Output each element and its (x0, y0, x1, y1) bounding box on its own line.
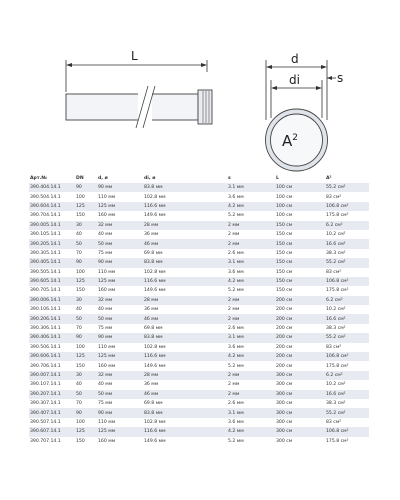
cell-wall-thickness: 2.6 мм (227, 249, 275, 258)
cell-wall-thickness: 2 мм (227, 230, 275, 239)
table-row (29, 343, 369, 352)
cell-dn: 70 (75, 324, 97, 333)
cell-area: 38.3 см² (325, 324, 369, 333)
cell-wall-thickness: 5.2 мм (227, 211, 275, 220)
cell-inner-diameter: 116.6 мм (143, 277, 227, 286)
cell-area: 55.2 см² (325, 408, 369, 417)
cell-dn: 100 (75, 418, 97, 427)
cell-wall-thickness: 3.1 мм (227, 258, 275, 267)
pipe-specification-table (29, 174, 369, 446)
cell-area: 55.2 см² (325, 333, 369, 342)
cell-length: 300 см (275, 408, 325, 417)
cell-article: 390.407.14.1 (29, 408, 75, 417)
cell-inner-diameter: 102.8 мм (143, 343, 227, 352)
cell-outer-diameter: 110 мм (97, 268, 143, 277)
cell-inner-diameter: 83.8 мм (143, 333, 227, 342)
cell-article: 390.107.14.1 (29, 380, 75, 389)
cell-wall-thickness: 2 мм (227, 371, 275, 380)
length-arrow-right (201, 63, 207, 67)
cell-length: 200 см (275, 343, 325, 352)
cell-length: 300 см (275, 380, 325, 389)
cell-wall-thickness: 2 мм (227, 296, 275, 305)
cell-article: 390.207.14.1 (29, 390, 75, 399)
cell-area: 83 см² (325, 268, 369, 277)
cell-area: 106.8 см² (325, 352, 369, 361)
table-row (29, 427, 369, 436)
cell-outer-diameter: 40 мм (97, 380, 143, 389)
cell-dn: 90 (75, 333, 97, 342)
cell-wall-thickness: 4.2 мм (227, 202, 275, 211)
cell-article: 390.005.14.1 (29, 221, 75, 230)
cell-length: 150 см (275, 249, 325, 258)
table-row (29, 211, 369, 220)
cell-area: 16.6 см² (325, 390, 369, 399)
table-row (29, 390, 369, 399)
cell-length: 200 см (275, 361, 325, 370)
outer-diameter-label: d (291, 52, 299, 66)
cell-dn: 70 (75, 399, 97, 408)
cell-wall-thickness: 3.1 мм (227, 183, 275, 192)
cell-outer-diameter: 90 мм (97, 258, 143, 267)
cell-area: 175.8 см² (325, 286, 369, 295)
table-row (29, 249, 369, 258)
table-row (29, 221, 369, 230)
cell-length: 100 см (275, 183, 325, 192)
cell-inner-diameter: 28 мм (143, 371, 227, 380)
cell-wall-thickness: 3.1 мм (227, 408, 275, 417)
cell-outer-diameter: 32 мм (97, 221, 143, 230)
cell-wall-thickness: 5.2 мм (227, 437, 275, 446)
table-row (29, 371, 369, 380)
cell-dn: 125 (75, 277, 97, 286)
cell-outer-diameter: 160 мм (97, 211, 143, 220)
table-body (29, 183, 369, 446)
cell-area: 10.2 см² (325, 380, 369, 389)
cell-dn: 90 (75, 258, 97, 267)
cell-inner-diameter: 116.6 мм (143, 202, 227, 211)
cell-inner-diameter: 149.6 мм (143, 286, 227, 295)
cell-wall-thickness: 3.1 мм (227, 333, 275, 342)
header-wall-thickness: s (227, 174, 275, 183)
cell-wall-thickness: 2 мм (227, 380, 275, 389)
cell-dn: 30 (75, 371, 97, 380)
cell-length: 100 см (275, 202, 325, 211)
table-row (29, 399, 369, 408)
pipe-socket (198, 90, 212, 124)
table-row (29, 268, 369, 277)
cell-article: 390.205.14.1 (29, 239, 75, 248)
cell-inner-diameter: 83.8 мм (143, 183, 227, 192)
cell-length: 100 см (275, 192, 325, 201)
cell-outer-diameter: 40 мм (97, 305, 143, 314)
table-row (29, 314, 369, 323)
cell-length: 150 см (275, 230, 325, 239)
cell-article: 390.605.14.1 (29, 277, 75, 286)
header-inner-diameter: di, ø (143, 174, 227, 183)
cell-inner-diameter: 83.8 мм (143, 408, 227, 417)
header-length: L (275, 174, 325, 183)
table-row (29, 296, 369, 305)
cell-wall-thickness: 2.6 мм (227, 399, 275, 408)
cell-inner-diameter: 102.8 мм (143, 192, 227, 201)
inner-diameter-label: di (289, 73, 300, 87)
cell-outer-diameter: 50 мм (97, 239, 143, 248)
length-arrow-left (66, 63, 72, 67)
cell-length: 200 см (275, 305, 325, 314)
cell-article: 390.505.14.1 (29, 268, 75, 277)
cell-dn: 100 (75, 268, 97, 277)
table-header (29, 174, 369, 183)
cell-outer-diameter: 75 мм (97, 399, 143, 408)
table-row (29, 333, 369, 342)
area-label-superscript: 2 (292, 133, 298, 143)
cell-wall-thickness: 3.6 мм (227, 268, 275, 277)
cell-wall-thickness: 2 мм (227, 390, 275, 399)
pipe-technical-drawing (0, 0, 400, 175)
cell-inner-diameter: 36 мм (143, 305, 227, 314)
header-area: A² (325, 174, 369, 183)
cell-outer-diameter: 125 мм (97, 352, 143, 361)
length-label: L (131, 49, 138, 63)
cell-dn: 150 (75, 437, 97, 446)
cell-article: 390.405.14.1 (29, 258, 75, 267)
cell-outer-diameter: 90 мм (97, 333, 143, 342)
cell-wall-thickness: 2 мм (227, 221, 275, 230)
cell-outer-diameter: 75 мм (97, 324, 143, 333)
cell-length: 200 см (275, 324, 325, 333)
cell-area: 6.2 см² (325, 221, 369, 230)
cell-dn: 150 (75, 361, 97, 370)
wall-thickness-label: s (337, 71, 344, 85)
cell-article: 390.506.14.1 (29, 343, 75, 352)
cell-article: 390.404.14.1 (29, 183, 75, 192)
cell-length: 100 см (275, 211, 325, 220)
cell-article: 390.704.14.1 (29, 211, 75, 220)
cell-inner-diameter: 149.6 мм (143, 211, 227, 220)
cell-inner-diameter: 149.6 мм (143, 361, 227, 370)
table-row (29, 305, 369, 314)
cell-area: 175.8 см² (325, 211, 369, 220)
cell-length: 150 см (275, 258, 325, 267)
header-article: Арт.№ (29, 174, 75, 183)
pipe-body (66, 94, 198, 120)
cell-inner-diameter: 116.6 мм (143, 427, 227, 436)
cell-inner-diameter: 46 мм (143, 314, 227, 323)
cell-length: 300 см (275, 371, 325, 380)
cell-outer-diameter: 160 мм (97, 437, 143, 446)
table-row (29, 202, 369, 211)
cell-inner-diameter: 149.6 мм (143, 437, 227, 446)
cell-inner-diameter: 46 мм (143, 239, 227, 248)
cell-wall-thickness: 4.2 мм (227, 352, 275, 361)
cell-dn: 40 (75, 230, 97, 239)
cell-outer-diameter: 110 мм (97, 418, 143, 427)
cell-outer-diameter: 50 мм (97, 390, 143, 399)
cell-article: 390.007.14.1 (29, 371, 75, 380)
cell-article: 390.206.14.1 (29, 314, 75, 323)
cell-length: 200 см (275, 296, 325, 305)
cell-inner-diameter: 83.8 мм (143, 258, 227, 267)
cell-area: 38.3 см² (325, 399, 369, 408)
cell-inner-diameter: 102.8 мм (143, 268, 227, 277)
cell-wall-thickness: 2.6 мм (227, 324, 275, 333)
table-row (29, 380, 369, 389)
cell-article: 390.406.14.1 (29, 333, 75, 342)
header-outer-diameter: d, ø (97, 174, 143, 183)
table-row (29, 361, 369, 370)
cell-wall-thickness: 2 мм (227, 239, 275, 248)
cell-area: 175.8 см² (325, 437, 369, 446)
cell-area: 83 см² (325, 192, 369, 201)
cell-inner-diameter: 116.6 мм (143, 352, 227, 361)
table-row (29, 286, 369, 295)
cell-article: 390.305.14.1 (29, 249, 75, 258)
table-row (29, 183, 369, 192)
cell-area: 106.8 см² (325, 202, 369, 211)
cell-wall-thickness: 4.2 мм (227, 277, 275, 286)
cell-outer-diameter: 75 мм (97, 249, 143, 258)
cell-inner-diameter: 46 мм (143, 390, 227, 399)
cell-inner-diameter: 36 мм (143, 380, 227, 389)
cell-dn: 30 (75, 296, 97, 305)
cell-wall-thickness: 4.2 мм (227, 427, 275, 436)
cell-wall-thickness: 5.2 мм (227, 361, 275, 370)
cell-article: 390.006.14.1 (29, 296, 75, 305)
cell-length: 300 см (275, 418, 325, 427)
cell-outer-diameter: 110 мм (97, 192, 143, 201)
cell-area: 38.3 см² (325, 249, 369, 258)
cell-article: 390.606.14.1 (29, 352, 75, 361)
cell-length: 200 см (275, 333, 325, 342)
cell-article: 390.307.14.1 (29, 399, 75, 408)
cell-dn: 50 (75, 390, 97, 399)
cell-article: 390.106.14.1 (29, 305, 75, 314)
cell-length: 300 см (275, 437, 325, 446)
cell-wall-thickness: 3.6 мм (227, 192, 275, 201)
cell-dn: 40 (75, 380, 97, 389)
cell-length: 150 см (275, 221, 325, 230)
table-header-row (29, 174, 369, 183)
cell-area: 6.2 см² (325, 371, 369, 380)
cell-inner-diameter: 69.8 мм (143, 399, 227, 408)
cell-article: 390.607.14.1 (29, 427, 75, 436)
cell-outer-diameter: 32 мм (97, 371, 143, 380)
cell-dn: 40 (75, 305, 97, 314)
cell-inner-diameter: 69.8 мм (143, 249, 227, 258)
cell-length: 300 см (275, 399, 325, 408)
cell-inner-diameter: 36 мм (143, 230, 227, 239)
cell-area: 16.6 см² (325, 239, 369, 248)
cell-area: 55.2 см² (325, 183, 369, 192)
cell-area: 10.2 см² (325, 305, 369, 314)
cell-inner-diameter: 28 мм (143, 221, 227, 230)
cell-wall-thickness: 3.6 мм (227, 418, 275, 427)
cell-dn: 30 (75, 221, 97, 230)
d-arrow-right (321, 65, 327, 69)
cell-article: 390.105.14.1 (29, 230, 75, 239)
area-label (282, 132, 298, 150)
cell-outer-diameter: 90 мм (97, 183, 143, 192)
cell-outer-diameter: 125 мм (97, 427, 143, 436)
table-row (29, 408, 369, 417)
cell-inner-diameter: 28 мм (143, 296, 227, 305)
cell-inner-diameter: 102.8 мм (143, 418, 227, 427)
cell-outer-diameter: 125 мм (97, 202, 143, 211)
cell-length: 150 см (275, 286, 325, 295)
cell-dn: 50 (75, 314, 97, 323)
cell-article: 390.707.14.1 (29, 437, 75, 446)
cell-area: 10.2 см² (325, 230, 369, 239)
table-row (29, 239, 369, 248)
di-arrow-left (271, 86, 277, 90)
cell-outer-diameter: 125 мм (97, 277, 143, 286)
cell-dn: 70 (75, 249, 97, 258)
cell-area: 106.8 см² (325, 277, 369, 286)
di-arrow-right (316, 86, 322, 90)
cell-length: 200 см (275, 352, 325, 361)
cell-dn: 100 (75, 343, 97, 352)
cell-outer-diameter: 110 мм (97, 343, 143, 352)
table-row (29, 277, 369, 286)
header-dn: DN (75, 174, 97, 183)
cell-length: 150 см (275, 277, 325, 286)
cell-length: 300 см (275, 427, 325, 436)
cell-outer-diameter: 32 мм (97, 296, 143, 305)
cell-length: 200 см (275, 314, 325, 323)
table-row (29, 418, 369, 427)
d-arrow-left (266, 65, 272, 69)
cell-article: 390.706.14.1 (29, 361, 75, 370)
cell-outer-diameter: 90 мм (97, 408, 143, 417)
cell-area: 83 см² (325, 418, 369, 427)
cell-inner-diameter: 69.8 мм (143, 324, 227, 333)
cell-wall-thickness: 5.2 мм (227, 286, 275, 295)
cell-dn: 125 (75, 202, 97, 211)
cell-article: 390.504.14.1 (29, 192, 75, 201)
cell-dn: 150 (75, 286, 97, 295)
cell-dn: 90 (75, 183, 97, 192)
cell-article: 390.306.14.1 (29, 324, 75, 333)
cell-wall-thickness: 2 мм (227, 305, 275, 314)
cell-dn: 125 (75, 352, 97, 361)
cell-outer-diameter: 160 мм (97, 286, 143, 295)
cell-area: 175.8 см² (325, 361, 369, 370)
table-row (29, 258, 369, 267)
table-row (29, 352, 369, 361)
cell-length: 300 см (275, 390, 325, 399)
cell-dn: 90 (75, 408, 97, 417)
cell-outer-diameter: 160 мм (97, 361, 143, 370)
cell-area: 6.2 см² (325, 296, 369, 305)
cell-dn: 50 (75, 239, 97, 248)
cell-area: 106.8 см² (325, 427, 369, 436)
table-row (29, 230, 369, 239)
s-arrow (327, 76, 332, 80)
table-row (29, 192, 369, 201)
cell-article: 390.604.14.1 (29, 202, 75, 211)
cell-wall-thickness: 2 мм (227, 314, 275, 323)
cell-length: 150 см (275, 268, 325, 277)
cell-area: 83 см² (325, 343, 369, 352)
cell-outer-diameter: 50 мм (97, 314, 143, 323)
area-label-text: A (282, 132, 293, 150)
cell-area: 55.2 см² (325, 258, 369, 267)
cell-outer-diameter: 40 мм (97, 230, 143, 239)
cell-dn: 100 (75, 192, 97, 201)
cell-article: 390.705.14.1 (29, 286, 75, 295)
table-row (29, 324, 369, 333)
table-row (29, 437, 369, 446)
pipe-drawing-svg (0, 0, 400, 175)
cell-wall-thickness: 3.6 мм (227, 343, 275, 352)
cell-length: 150 см (275, 239, 325, 248)
cell-dn: 150 (75, 211, 97, 220)
cell-article: 390.507.14.1 (29, 418, 75, 427)
cell-dn: 125 (75, 427, 97, 436)
cell-area: 16.6 см² (325, 314, 369, 323)
